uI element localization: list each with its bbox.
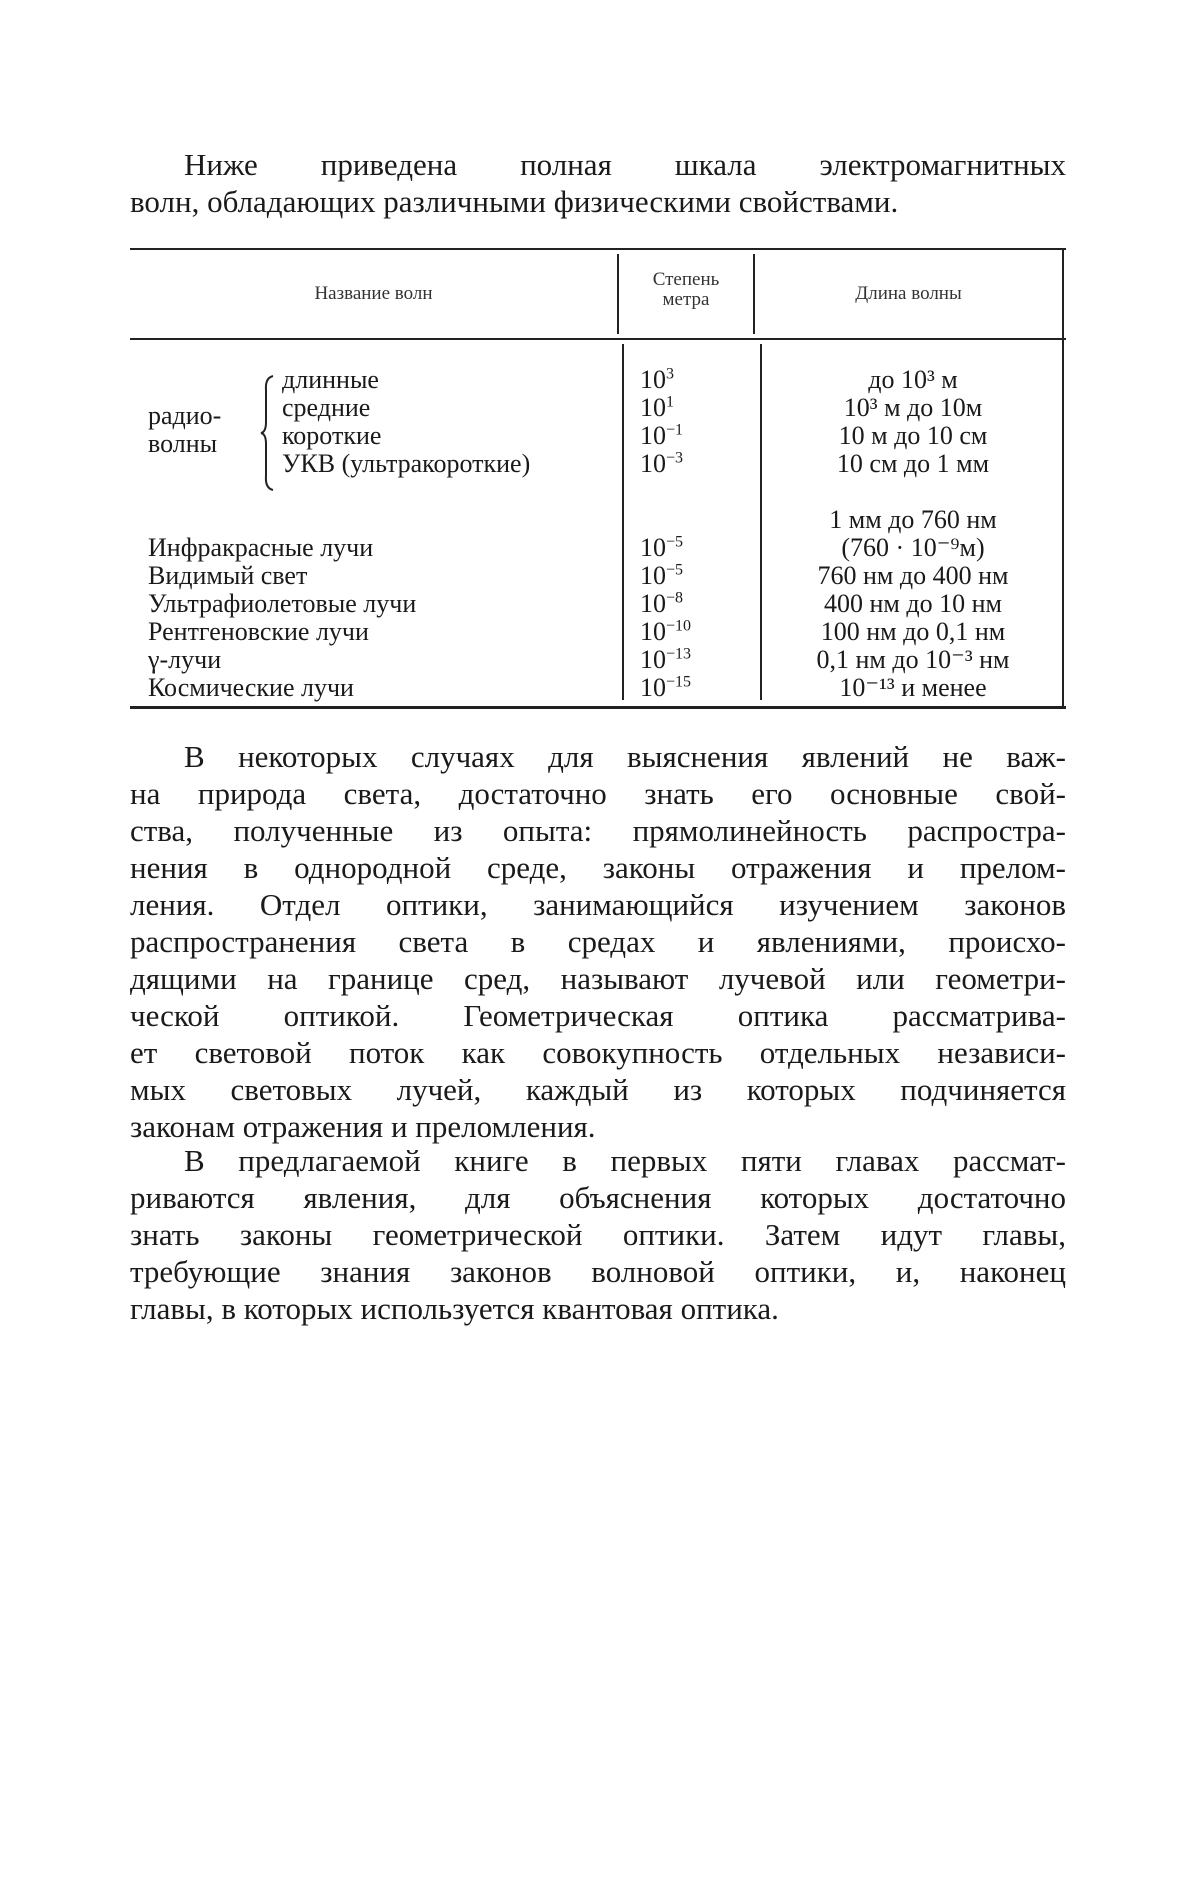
power-exponent: 3 [666,365,674,383]
power-base: 10 [640,533,666,562]
wavelength-range: 10⁻¹³ и менее [839,673,987,702]
meter-power [640,366,674,394]
paragraph-line: ет световой поток как совокупность отдельных независи- [130,1035,1066,1070]
power-exponent: −13 [666,645,692,663]
power-exponent: −8 [666,589,684,607]
power-base: 10 [640,449,666,478]
power-base: 10 [640,673,666,702]
header-wave-name: Название волн [314,283,433,304]
meter-power [640,450,683,478]
wavelength-range: 10 м до 10 см [838,421,988,450]
wavelength-range: 10 см до 1 мм [836,449,990,478]
infrared-length-line: 1 мм до 760 нм [829,505,997,534]
brace-icon [260,374,274,492]
wave-name: средние [282,393,371,422]
power-exponent: −10 [666,617,692,635]
paragraph-line: нения в однородной среде, законы отражения и прелом- [130,850,1066,885]
wavelength-range: (760 · 10⁻⁹м) [841,533,985,562]
paragraph-line: В предлагаемой книге в первых пяти главах рассмат- [184,1143,1066,1178]
column-divider [622,344,624,700]
power-base: 10 [640,365,666,394]
power-exponent: −3 [666,449,684,467]
radio-waves-label: радио- [148,401,222,430]
paragraph-line: В некоторых случаях для выяснения явлений не важ- [184,739,1066,774]
meter-power [640,422,683,450]
wave-name: Инфракрасные лучи [148,533,374,562]
intro-line: волн, обладающих различными физическими свойствами. [130,184,899,219]
power-base: 10 [640,421,666,450]
wavelength-range: 0,1 нм до 10⁻³ нм [816,645,1010,674]
radio-waves-label: волны [148,429,218,458]
power-base: 10 [640,589,666,618]
header-power [619,270,753,310]
power-base: 10 [640,617,666,646]
column-divider [760,344,762,700]
paragraph-line: мых световых лучей, каждый из которых подчиняется [130,1072,1066,1107]
wave-name: Космические лучи [148,673,354,702]
paragraph-line: знать законы геометрической оптики. Затем идут главы, [130,1217,1066,1252]
wavelength-range: 10³ м до 10м [843,393,983,422]
wavelength-range: 400 нм до 10 нм [824,589,1002,618]
table-right-edge [1062,248,1064,708]
power-base: 10 [640,561,666,590]
paragraph-line: на природа света, достаточно знать его основные свой- [130,776,1066,811]
intro-line: Ниже приведена полная шкала электромагнитных [184,147,1066,182]
header-wavelength: Длина волны [855,283,962,304]
table-header-rule [130,338,1066,340]
meter-power [640,394,674,422]
power-exponent: 1 [666,393,674,411]
paragraph-line: требующие знания законов волновой оптики, и, наконец [130,1254,1066,1289]
meter-power [640,534,683,562]
wave-name: УКВ (ультракороткие) [282,449,531,478]
paragraph-line: риваются явления, для объяснения которых достаточно [130,1180,1066,1215]
body-paragraph [130,738,1066,1145]
wave-name: длинные [282,365,379,394]
meter-power [640,590,683,618]
power-exponent: −5 [666,533,684,551]
paragraph-line: законам отражения и преломления. [130,1109,596,1144]
paragraph-line: главы, в которых используется квантовая оптика. [130,1291,779,1326]
header-power-line: Степень [652,269,720,290]
power-base: 10 [640,393,666,422]
wavelength-range: до 10³ м [868,365,958,394]
meter-power [640,674,691,702]
meter-power [640,646,691,674]
power-exponent: −1 [666,421,684,439]
table-top-rule [130,248,1066,250]
em-wave-table [130,248,1066,710]
paragraph-line: ления. Отдел оптики, занимающийся изучением законов [130,887,1066,922]
intro-paragraph [130,146,1066,220]
wavelength-range: 760 нм до 400 нм [817,561,1009,590]
meter-power [640,618,691,646]
wave-name: Рентгеновские лучи [148,617,369,646]
meter-power [640,562,683,590]
wavelength-range: 100 нм до 0,1 нм [820,617,1006,646]
wave-name: короткие [282,421,382,450]
paragraph-line: распространения света в средах и явлениями, происхо- [130,924,1066,959]
paragraph-line: ства, полученные из опыта: прямолинейность распростра- [130,813,1066,848]
power-exponent: −5 [666,561,684,579]
wave-name: Ультрафиолетовые лучи [148,589,417,618]
power-base: 10 [640,645,666,674]
wave-name: Видимый свет [148,561,308,590]
power-exponent: −15 [666,673,692,691]
header-power-line: метра [662,289,710,310]
body-paragraph [130,1142,1066,1327]
table-bottom-rule [130,706,1066,709]
wave-name: γ-лучи [148,645,222,674]
paragraph-line: дящими на границе сред, называют лучевой или геометри- [130,961,1066,996]
paragraph-line: ческой оптикой. Геометрическая оптика рассматрива- [130,998,1066,1033]
